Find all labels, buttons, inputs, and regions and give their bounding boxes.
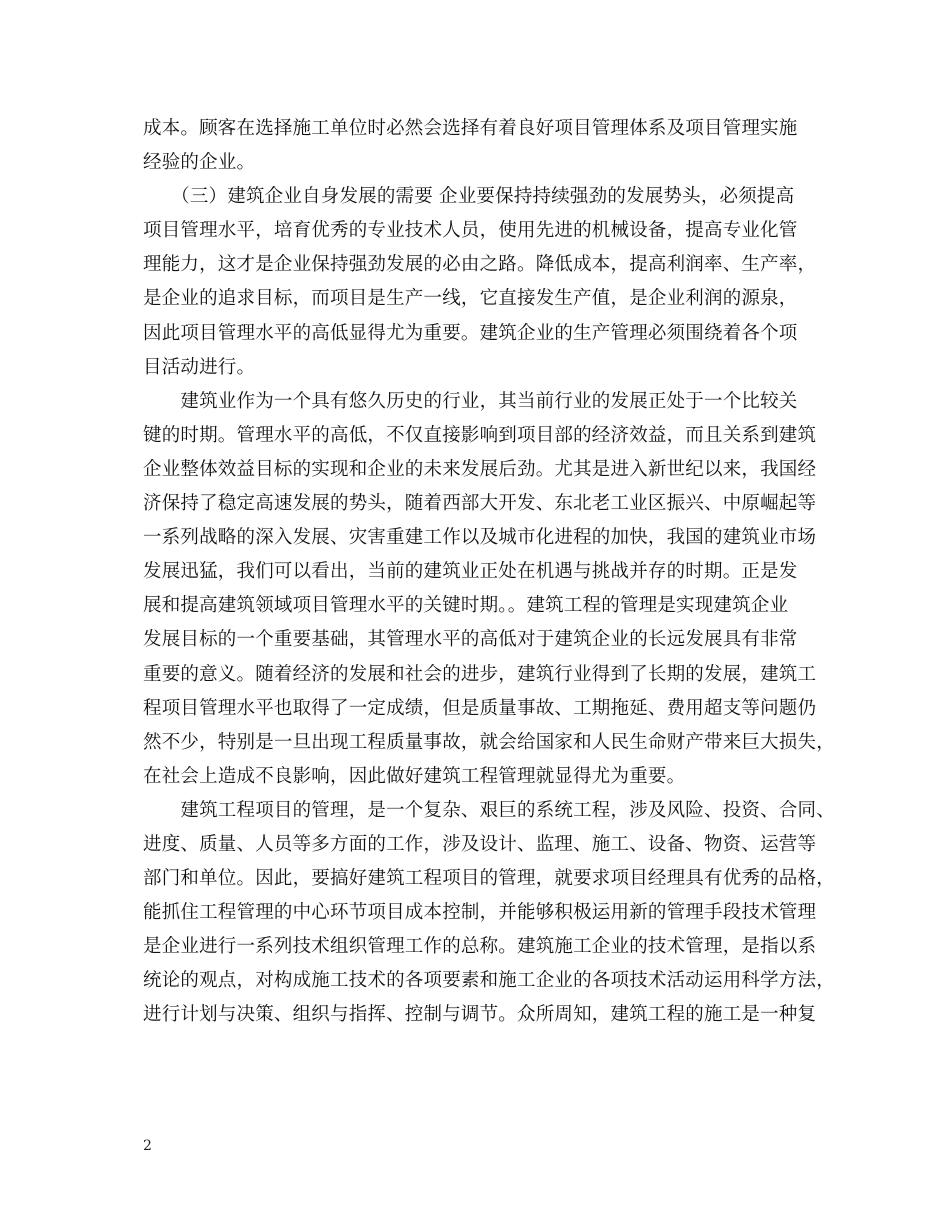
text-line: 企业整体效益目标的实现和企业的未来发展后劲。尤其是进入新世纪以来，我国经	[143, 458, 817, 480]
text-line: 是企业进行一系列技术组织管理工作的总称。建筑施工企业的技术管理，是指以系	[143, 936, 817, 958]
paragraph	[143, 794, 835, 1033]
text-line: 进行计划与决策、组织与指挥、控制与调节。众所周知，建筑工程的施工是一种复	[143, 1004, 817, 1026]
text-line: 项目管理水平，培育优秀的专业技术人员，使用先进的机械设备，提高专业化管	[143, 220, 798, 242]
page-number: 2	[143, 1138, 152, 1154]
text-line: （三）建筑企业自身发展的需要 企业要保持持续强劲的发展势头，必须提高	[143, 186, 795, 208]
text-line: 经验的企业。	[143, 152, 256, 174]
text-line: 统论的观点，对构成施工技术的各项要素和施工企业的各项技术活动运用科学方法，	[143, 970, 835, 992]
text-line: 在社会上造成不良影响，因此做好建筑工程管理就显得尤为重要。	[143, 765, 686, 787]
body-text	[143, 112, 835, 1033]
text-line: 目活动进行。	[143, 356, 256, 378]
text-line: 是企业的追求目标，而项目是生产一线，它直接发生产值，是企业利润的源泉，	[143, 288, 798, 310]
text-line: 进度、质量、人员等多方面的工作，涉及设计、监理、施工、设备、物资、运营等	[143, 833, 817, 855]
text-line: 理能力，这才是企业保持强劲发展的必由之路。降低成本，提高利润率、生产率，	[143, 254, 817, 276]
text-line: 因此项目管理水平的高低显得尤为重要。建筑企业的生产管理必须围绕着各个项	[143, 322, 798, 344]
text-line: 程项目管理水平也取得了一定成绩，但是质量事故、工期拖延、费用超支等问题仍	[143, 697, 817, 719]
text-line: 建筑工程项目的管理，是一个复杂、艰巨的系统工程，涉及风险、投资、合同、	[143, 799, 835, 821]
paragraph	[143, 112, 823, 180]
text-line: 发展迅猛，我们可以看出，当前的建筑业正处在机遇与挑战并存的时期。正是发	[143, 561, 798, 583]
text-line: 部门和单位。因此，要搞好建筑工程项目的管理，就要求项目经理具有优秀的品格，	[143, 868, 835, 890]
text-line: 济保持了稳定高速发展的势头，随着西部大开发、东北老工业区振兴、中原崛起等	[143, 493, 817, 515]
text-line: 成本。顾客在选择施工单位时必然会选择有着良好项目管理体系及项目管理实施	[143, 118, 798, 139]
paragraph	[143, 385, 835, 794]
text-line: 能抓住工程管理的中心环节项目成本控制，并能够积极运用新的管理手段技术管理	[143, 902, 817, 924]
paragraph	[143, 180, 823, 385]
text-line: 展和提高建筑领域项目管理水平的关键时期。。建筑工程的管理是实现建筑企业	[143, 595, 789, 617]
text-line: 建筑业作为一个具有悠久历史的行业，其当前行业的发展正处于一个比较关	[143, 390, 798, 412]
text-line: 重要的意义。随着经济的发展和社会的进步，建筑行业得到了长期的发展，建筑工	[143, 663, 817, 685]
text-line: 键的时期。管理水平的高低，不仅直接影响到项目部的经济效益，而且关系到建筑	[143, 424, 817, 446]
text-line: 发展目标的一个重要基础，其管理水平的高低对于建筑企业的长远发展具有非常	[143, 629, 798, 651]
text-line: 一系列战略的深入发展、灾害重建工作以及城市化进程的加快，我国的建筑业市场	[143, 527, 817, 549]
text-line: 然不少，特别是一旦出现工程质量事故，就会给国家和人民生命财产带来巨大损失，	[143, 731, 835, 753]
